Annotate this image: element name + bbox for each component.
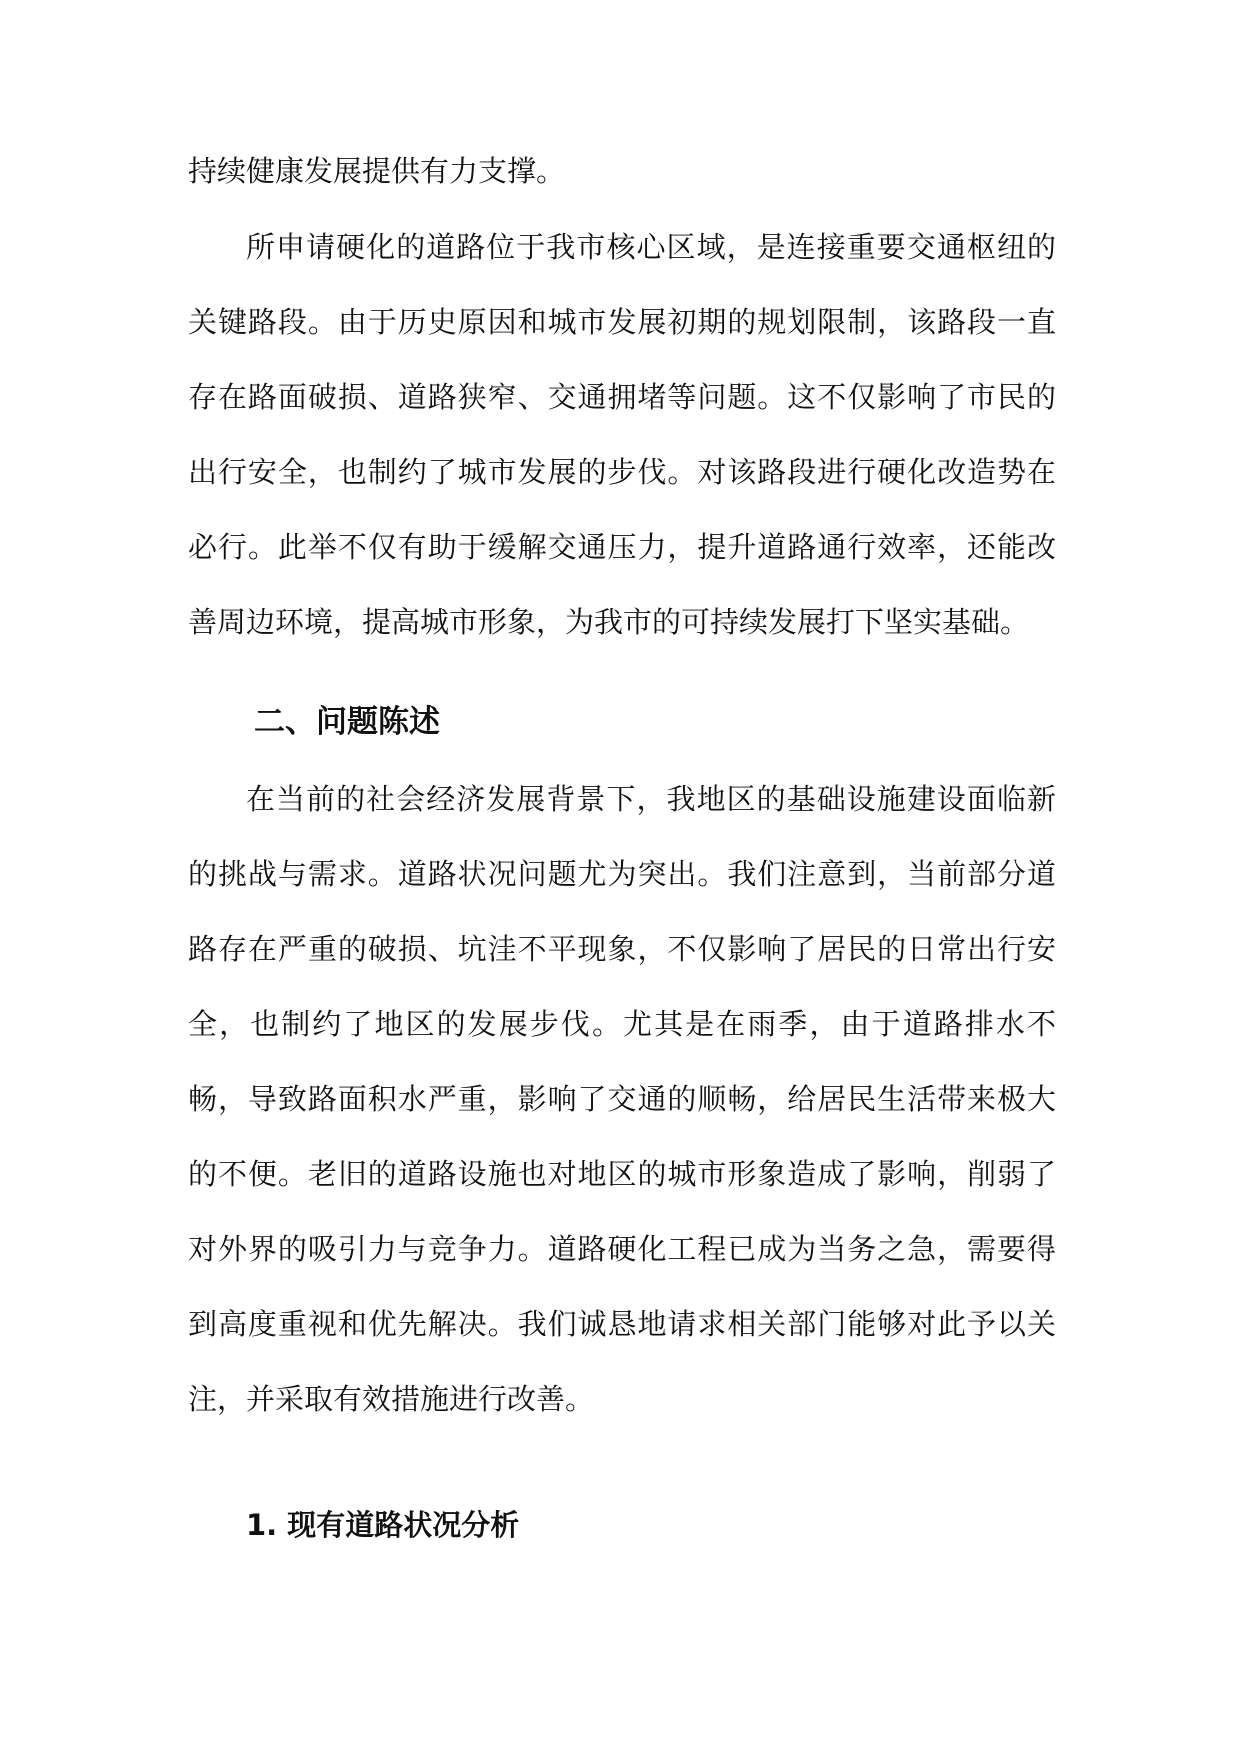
section-heading: 二、问题陈述 bbox=[254, 704, 440, 740]
paragraph-road-location: 所申请硬化的道路位于我市核心区域，是连接重要交通枢纽的关键路段。由于历史原因和城市发展初期的规划限制，该路段一直存在路面破损、道路狭窄、交通拥堵等问题。这不仅影响了市民的出行安全，也制约了城市发展的步伐。对该路段进行硬化改造势在必行。此举不仅有助于缓解交通压力，提升道路通行效率，还能改善周边环境，提高城市形象，为我市的可持续发展打下坚实基础。 bbox=[188, 230, 1056, 639]
paragraph-continuation: 持续健康发展提供有力支撑。 bbox=[188, 154, 566, 188]
paragraph-problem-statement: 在当前的社会经济发展背景下，我地区的基础设施建设面临新的挑战与需求。道路状况问题尤为突出。我们注意到，当前部分道路存在严重的破损、坑洼不平现象，不仅影响了居民的日常出行安全，也制约了地区的发展步伐。尤其是在雨季，由于道路排水不畅，导致路面积水严重，影响了交通的顺畅，给居民生活带来极大的不便。老旧的道路设施也对地区的城市形象造成了影响，削弱了对外界的吸引力与竞争力。道路硬化工程已成为当务之急，需要得到高度重视和优先解决。我们诚恳地请求相关部门能够对此予以关注，并采取有效措施进行改善。 bbox=[188, 782, 1056, 1416]
subsection-heading: 1. 现有道路状况分析 bbox=[246, 1508, 520, 1542]
